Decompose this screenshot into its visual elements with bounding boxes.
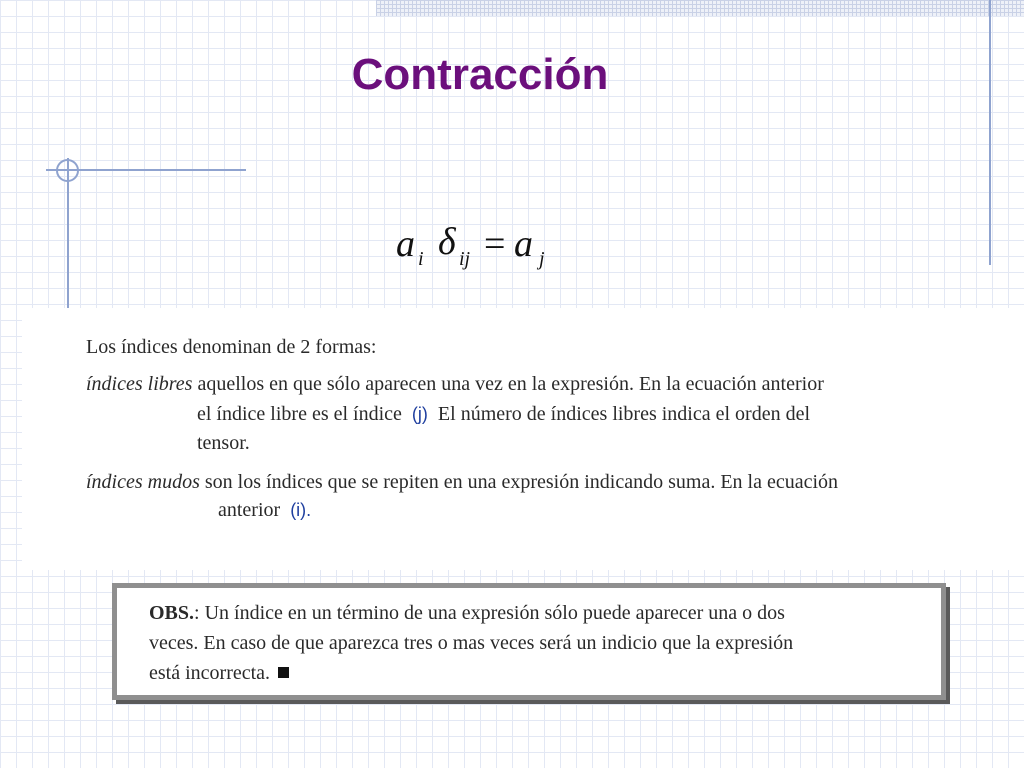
libres-line-2-pre: el índice libre es el índice xyxy=(197,403,402,425)
mudos-line-1-text: son los índices que se repiten en una expresión indicando suma. En la ecuación xyxy=(204,471,839,493)
libres-line-3: tensor. xyxy=(197,432,250,454)
libres-line-1 xyxy=(86,373,824,396)
obs-line-1-text: : Un índice en un término de una expresión sólo puede aparecer una o dos xyxy=(194,602,785,624)
observation-box xyxy=(112,583,946,700)
equation-a-right: a xyxy=(514,223,533,265)
mudos-line-2-pre: anterior xyxy=(218,499,281,521)
end-of-proof-square-icon xyxy=(278,667,289,678)
decorative-circle xyxy=(56,159,79,182)
obs-line-2: veces. En caso de que aparezca tres o mas veces será un indicio que la expresión xyxy=(149,632,794,654)
libres-term: índices libres xyxy=(86,373,193,395)
slide-title: Contracción xyxy=(351,50,609,99)
obs-line-3 xyxy=(149,662,289,685)
equation-delta: δ xyxy=(438,221,456,263)
mudos-term: índices mudos xyxy=(86,471,200,493)
intro-text: Los índices denominan de 2 formas: xyxy=(86,336,377,358)
libres-line-1-text: aquellos en que sólo aparecen una vez en la expresión. En la ecuación anterior xyxy=(197,373,824,395)
equation-subscript-i: i xyxy=(418,248,424,270)
equation-subscript-j: j xyxy=(539,248,545,270)
equation-equals: = xyxy=(484,223,506,265)
libres-index: (j) xyxy=(411,404,428,424)
libres-line-2-post: El número de índices libres indica el orden del xyxy=(437,403,811,425)
equation-subscript-ij: ij xyxy=(459,248,471,270)
mudos-index: (i). xyxy=(290,500,312,520)
obs-line-1 xyxy=(149,602,785,625)
decorative-vertical-line xyxy=(989,0,991,265)
equation-a-left: a xyxy=(396,223,415,265)
libres-line-2 xyxy=(197,403,810,426)
obs-label: OBS. xyxy=(149,602,195,624)
mudos-line-1 xyxy=(86,471,838,494)
mudos-line-2 xyxy=(218,499,311,522)
decorative-top-band xyxy=(376,0,1024,16)
obs-line-3-text: está incorrecta. xyxy=(149,662,271,684)
contraction-equation xyxy=(396,222,596,278)
definitions-panel xyxy=(22,308,1024,570)
